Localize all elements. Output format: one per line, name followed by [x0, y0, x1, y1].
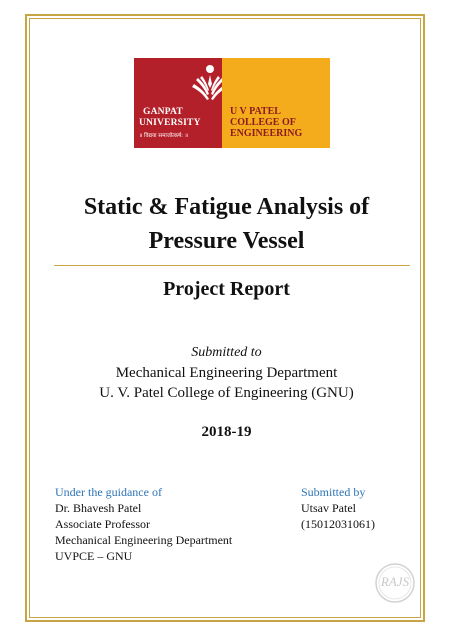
logo-tagline: ॥ विद्यया समाजोत्कर्ष: ॥: [139, 133, 189, 139]
submitted-by-block: [301, 484, 416, 532]
guidance-block: [55, 484, 275, 564]
guide-institute: UVPCE – GNU: [55, 549, 133, 563]
report-title: [40, 190, 413, 258]
logo-college-name-line1: U V PATEL: [230, 106, 281, 117]
student-name: Utsav Patel: [301, 501, 356, 515]
ganpat-university-logo-panel: [134, 58, 222, 148]
college-name: U. V. Patel College of Engineering (GNU): [99, 385, 354, 401]
report-title-line1: Static & Fatigue Analysis of: [83, 194, 370, 220]
guide-department: Mechanical Engineering Department: [55, 533, 233, 547]
logo-university-name-line2: UNIVERSITY: [139, 118, 201, 128]
logo-college-name-line2: COLLEGE OF: [230, 117, 296, 128]
logo-college-name-line3: ENGINEERING: [230, 128, 303, 139]
submitted-by-heading: Submitted by: [301, 485, 366, 499]
guide-name: Dr. Bhavesh Patel: [55, 501, 142, 515]
guidance-heading: Under the guidance of: [55, 485, 162, 499]
logo-university-name-line1: GANPAT: [143, 107, 183, 117]
uv-patel-college-logo-panel: [222, 58, 330, 148]
submitted-to-label: Submitted to: [191, 345, 262, 360]
report-title-line2: Pressure Vessel: [148, 228, 305, 254]
student-id: (15012031061): [301, 517, 375, 531]
report-subtitle: Project Report: [163, 278, 290, 300]
academic-year: 2018-19: [201, 424, 252, 440]
title-divider: [54, 265, 410, 266]
monogram-stamp: [374, 562, 416, 604]
stamp-monogram-text: RAJS: [380, 574, 410, 589]
university-logo: [134, 58, 330, 148]
guide-designation: Associate Professor: [55, 517, 150, 531]
department-name: Mechanical Engineering Department: [115, 365, 338, 381]
